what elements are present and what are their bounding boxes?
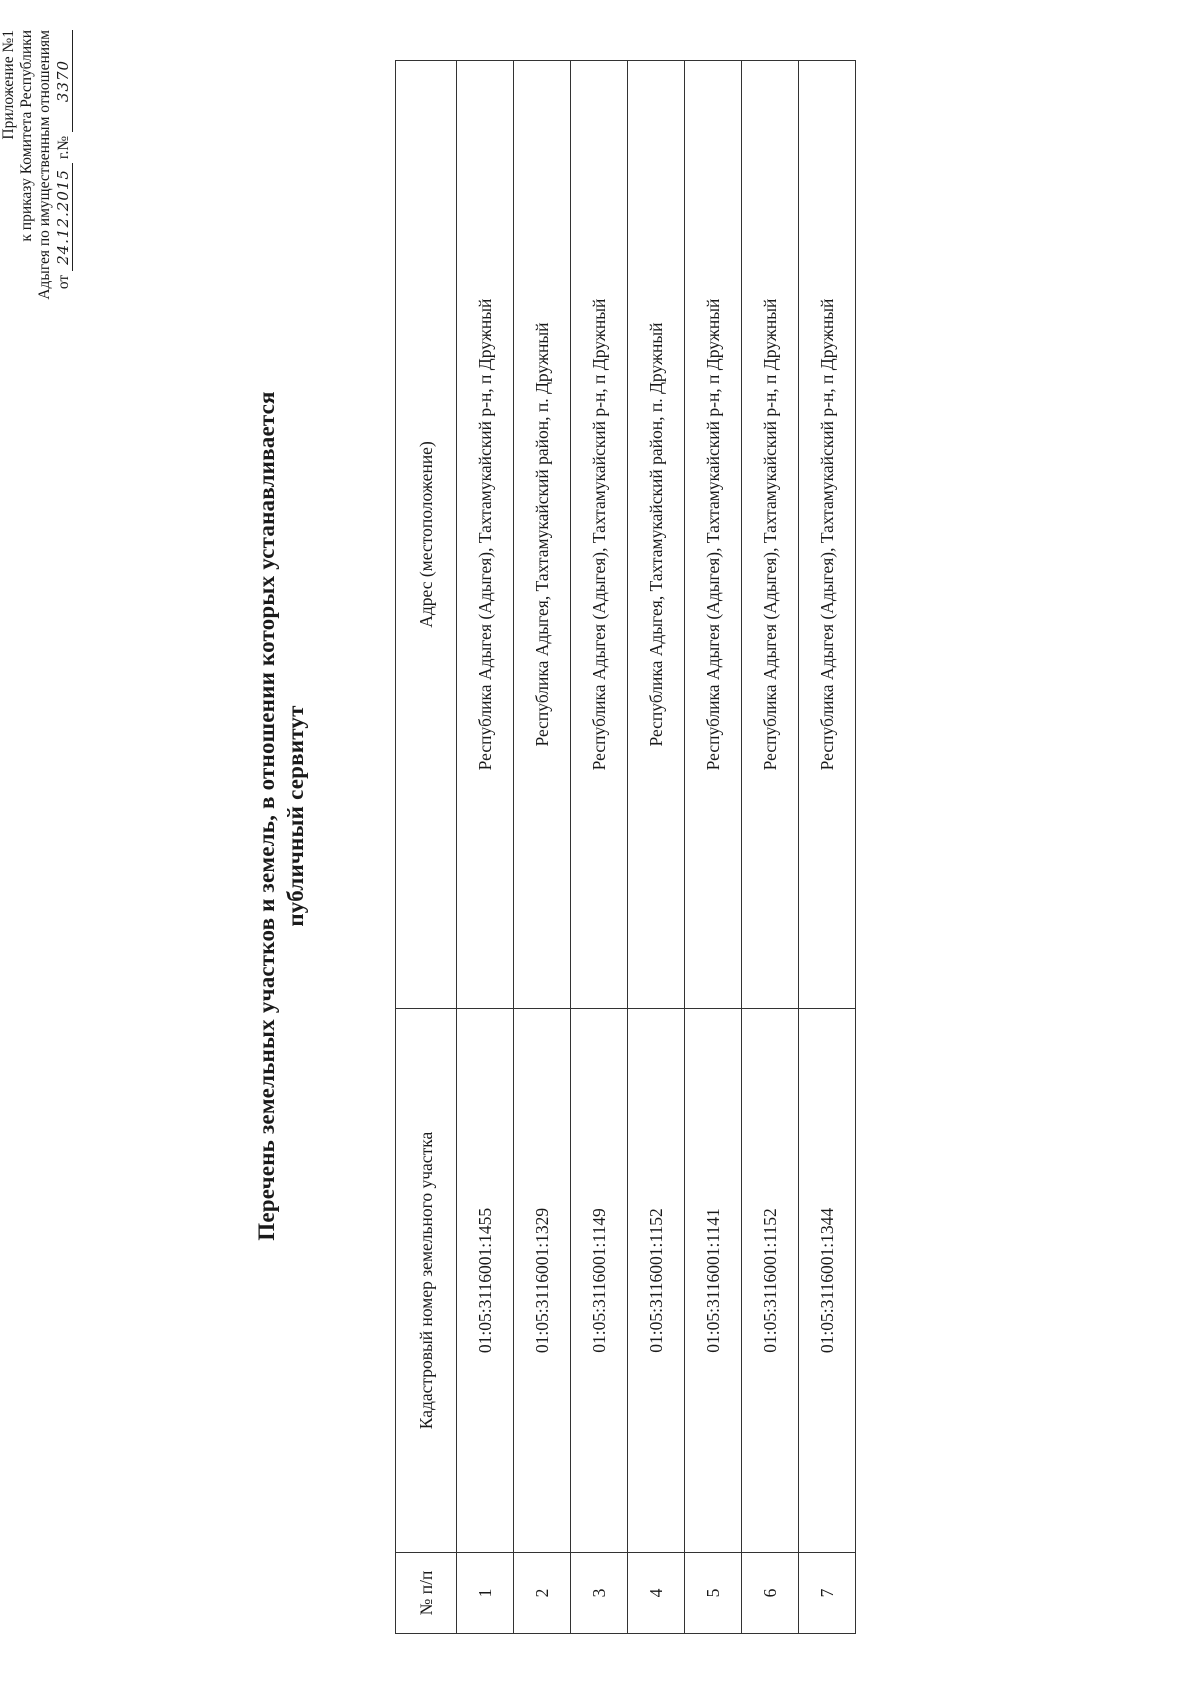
table-row <box>514 61 571 1634</box>
table-row <box>628 61 685 1634</box>
from-label: от <box>55 274 72 290</box>
servitude-table <box>395 60 856 1634</box>
number-label: г.№ <box>55 135 72 160</box>
header-num: № п/п <box>396 1553 457 1634</box>
row-address: Республика Адыгея (Адыгея), Тахтамукайский р-н, п Дружный <box>799 61 856 1009</box>
row-cadastral: 01:05:3116001:1152 <box>742 1009 799 1553</box>
row-cadastral: 01:05:3116001:1152 <box>628 1009 685 1553</box>
row-cadastral: 01:05:3116001:1329 <box>514 1009 571 1553</box>
row-num: 3 <box>571 1553 628 1634</box>
row-address: Республика Адыгея (Адыгея), Тахтамукайский р-н, п Дружный <box>457 61 514 1009</box>
header-cadastral: Кадастровый номер земельного участка <box>396 1009 457 1553</box>
row-num: 4 <box>628 1553 685 1634</box>
appendix-date-line <box>54 30 73 320</box>
row-cadastral: 01:05:3116001:1344 <box>799 1009 856 1553</box>
heading-line-2: публичный сервитут <box>283 705 308 927</box>
row-address: Республика Адыгея (Адыгея), Тахтамукайский р-н, п Дружный <box>685 61 742 1009</box>
appendix-order-ref: к приказу Комитета Республики <box>18 30 35 242</box>
row-num: 6 <box>742 1553 799 1634</box>
handwritten-number: 3370 <box>54 30 73 132</box>
row-address: Республика Адыгея, Тахтамукайский район, п. Дружный <box>628 61 685 1009</box>
appendix-title: Приложение №1 <box>0 30 17 140</box>
table-row <box>742 61 799 1634</box>
row-address: Республика Адыгея (Адыгея), Тахтамукайский р-н, п Дружный <box>571 61 628 1009</box>
table-row <box>685 61 742 1634</box>
table-header-row <box>396 61 457 1634</box>
row-num: 5 <box>685 1553 742 1634</box>
document-heading <box>252 296 310 1336</box>
heading-line-1: Перечень земельных участков и земель, в отношении которых устанавливается <box>254 391 279 1241</box>
row-num: 7 <box>799 1553 856 1634</box>
row-address: Республика Адыгея, Тахтамукайский район, п. Дружный <box>514 61 571 1009</box>
appendix-committee: Адыгея по имущественным отношениям <box>36 30 53 300</box>
row-cadastral: 01:05:3116001:1141 <box>685 1009 742 1553</box>
row-num: 1 <box>457 1553 514 1634</box>
appendix-header <box>0 30 73 320</box>
row-num: 2 <box>514 1553 571 1634</box>
row-cadastral: 01:05:3116001:1455 <box>457 1009 514 1553</box>
handwritten-date: 24.12.2015 <box>54 163 73 271</box>
header-address: Адрес (местоположение) <box>396 61 457 1009</box>
row-cadastral: 01:05:3116001:1149 <box>571 1009 628 1553</box>
table-row <box>457 61 514 1634</box>
table-row <box>799 61 856 1634</box>
table-row <box>571 61 628 1634</box>
row-address: Республика Адыгея (Адыгея), Тахтамукайский р-н, п Дружный <box>742 61 799 1009</box>
